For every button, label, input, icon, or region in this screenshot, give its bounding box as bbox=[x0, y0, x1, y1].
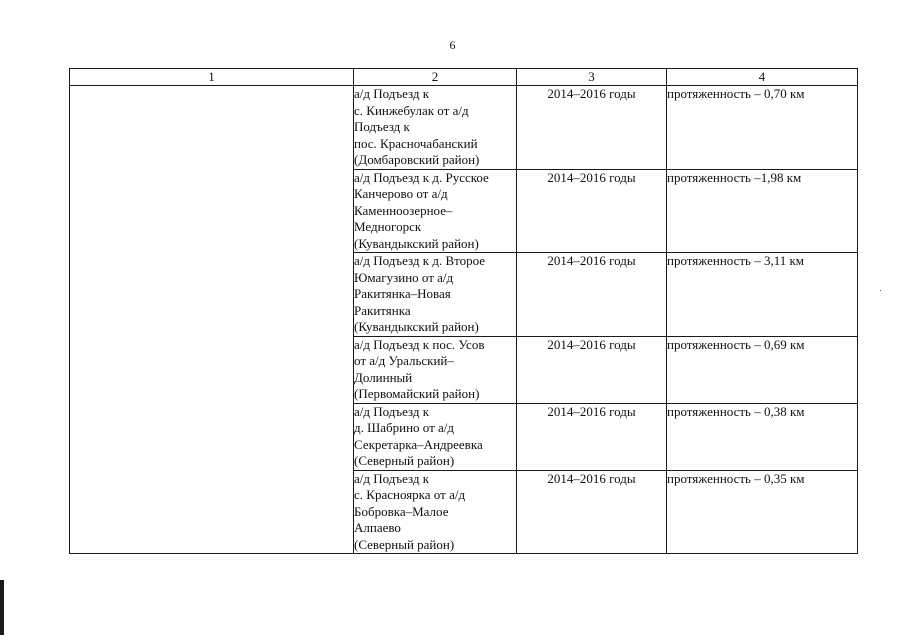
road-name-cell: а/д Подъезд к с. Красноярка от а/д Бобровка–Малое Алпаево (Северный район) bbox=[354, 470, 517, 554]
header-row bbox=[70, 69, 858, 86]
column-header-3: 3 bbox=[517, 69, 667, 86]
period-cell: 2014–2016 годы bbox=[517, 470, 667, 554]
page-number: 6 bbox=[449, 38, 456, 52]
road-name-cell: а/д Подъезд к д. Второе Юмагузино от а/д Ракитянка–Новая Ракитянка (Кувандыкский район) bbox=[354, 253, 517, 337]
period-cell: 2014–2016 годы bbox=[517, 169, 667, 253]
length-cell: протяженность – 0,35 км bbox=[667, 470, 858, 554]
length-cell: протяженность – 3,11 км bbox=[667, 253, 858, 337]
scan-margin-mark bbox=[0, 580, 4, 635]
column-header-4: 4 bbox=[667, 69, 858, 86]
length-cell: протяженность – 0,38 км bbox=[667, 403, 858, 470]
period-cell: 2014–2016 годы bbox=[517, 86, 667, 170]
road-name-cell: а/д Подъезд к с. Кинжебулак от а/д Подъезд к пос. Красночабанский (Домбаровский район) bbox=[354, 86, 517, 170]
column-header-2: 2 bbox=[354, 69, 517, 86]
length-cell: протяженность –1,98 км bbox=[667, 169, 858, 253]
road-name-cell: а/д Подъезд к пос. Усов от а/д Уральский– Долинный (Первомайский район) bbox=[354, 336, 517, 403]
period-cell: 2014–2016 годы bbox=[517, 253, 667, 337]
column-header-1: 1 bbox=[70, 69, 354, 86]
merged-column-1-cell bbox=[70, 86, 354, 554]
scan-speck bbox=[880, 290, 881, 291]
table-row bbox=[70, 86, 858, 170]
road-name-cell: а/д Подъезд к д. Русское Канчерово от а/д Каменноозерное– Медногорск (Кувандыкский район) bbox=[354, 169, 517, 253]
period-cell: 2014–2016 годы bbox=[517, 336, 667, 403]
road-name-cell: а/д Подъезд к д. Шабрино от а/д Секретарка–Андреевка (Северный район) bbox=[354, 403, 517, 470]
road-program-table bbox=[69, 68, 858, 554]
length-cell: протяженность – 0,69 км bbox=[667, 336, 858, 403]
period-cell: 2014–2016 годы bbox=[517, 403, 667, 470]
length-cell: протяженность – 0,70 км bbox=[667, 86, 858, 170]
